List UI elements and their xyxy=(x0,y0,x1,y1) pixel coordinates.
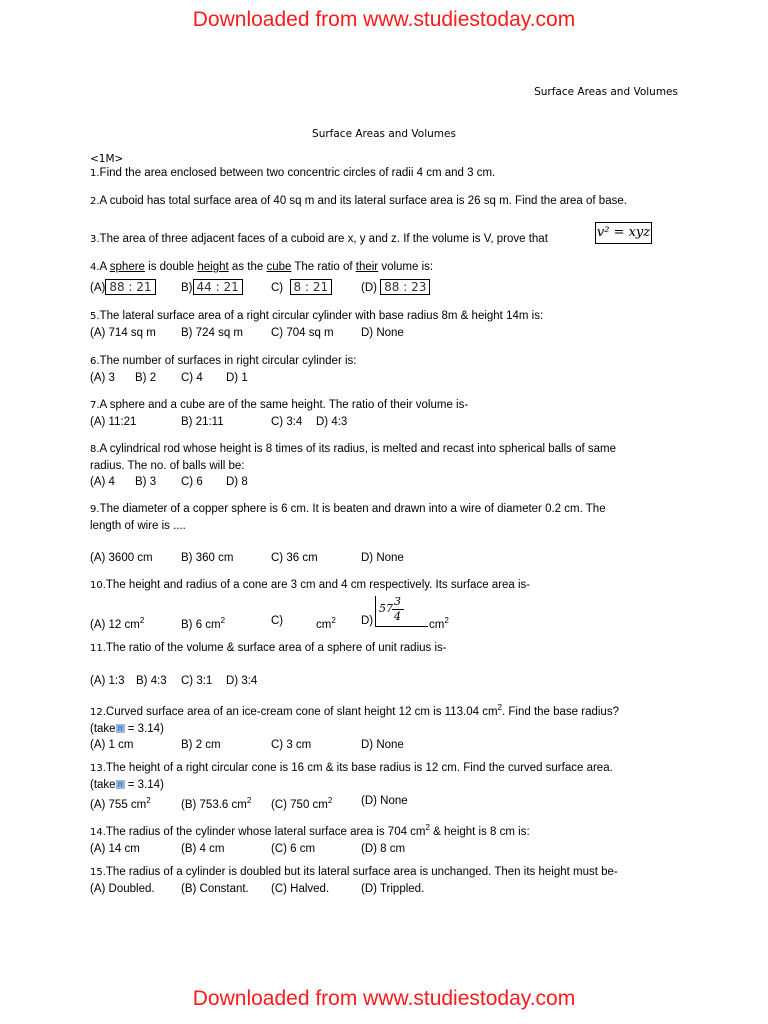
option-a: (A) 3 xyxy=(90,372,115,384)
option-b: B) 724 sq m xyxy=(181,327,243,339)
question-number: 7. xyxy=(90,400,100,411)
question-text: radius. The no. of balls will be: xyxy=(90,460,245,472)
option-a: (A) 88 : 21 xyxy=(90,279,156,296)
option-a: (A) 12 $cm^2$ xyxy=(90,616,145,631)
options-row xyxy=(90,414,680,430)
question-number: 5. xyxy=(90,311,100,322)
option-c: (C) Halved. xyxy=(271,883,330,895)
question-number: 8. xyxy=(90,444,100,455)
question-number: 9. xyxy=(90,504,100,515)
question-text: A sphere and a cube are of the same height. The ratio of their volume is- xyxy=(99,399,469,411)
ratio-box: 8 : 21 xyxy=(290,279,333,295)
question-12 xyxy=(90,700,680,753)
options-row xyxy=(90,370,680,386)
option-b: B) 3 xyxy=(135,476,157,488)
option-a: (A) 1:3 xyxy=(90,675,125,687)
options-row xyxy=(90,793,680,809)
question-text: The ratio of xyxy=(291,261,356,273)
question-9 xyxy=(90,501,680,566)
question-13 xyxy=(90,760,680,809)
question-text: The height of a right circular cone is 16 cm & its base radius is 12 cm. Find the curved surface area. xyxy=(105,762,613,774)
options-row xyxy=(90,673,680,689)
question-text: . Find the base radius? xyxy=(501,705,619,718)
option-b: (B) Constant. xyxy=(181,883,249,895)
pi-value: = 3.14) xyxy=(124,779,164,791)
options-row xyxy=(90,279,680,297)
take-label: (take xyxy=(90,722,116,735)
question-number: 11. xyxy=(90,643,106,654)
mixed-fraction xyxy=(375,596,428,627)
question-6 xyxy=(90,353,680,386)
pi-value: = 3.14) xyxy=(124,722,164,735)
option-c: C) xyxy=(271,615,284,627)
question-text: The height and radius of a cone are 3 cm and 4 cm respectively. Its surface area is- xyxy=(105,579,531,591)
question-text: The radius of the cylinder whose lateral surface area is 704 cm xyxy=(105,825,426,838)
option-d-unit: $cm^2$ xyxy=(429,616,449,631)
options-row xyxy=(90,737,680,753)
options-row xyxy=(90,841,680,857)
question-number: 15. xyxy=(90,867,106,878)
question-number: 14. xyxy=(90,826,106,838)
question-text: The diameter of a copper sphere is 6 cm. It is beaten and drawn into a wire of diameter 0.2 cm. The xyxy=(99,503,606,515)
option-c: C) 8 : 21 xyxy=(271,279,332,296)
option-b: B) 4:3 xyxy=(136,675,167,687)
option-c-unit: $cm^2$ xyxy=(316,616,336,631)
options-row xyxy=(90,474,680,490)
question-text: Curved surface area of an ice-cream cone of slant height 12 cm is 113.04 cm xyxy=(105,705,498,718)
question-number: 10. xyxy=(90,580,106,591)
question-text: length of wire is .... xyxy=(90,520,186,532)
option-a: (A) 3600 cm xyxy=(90,552,153,564)
download-banner-top: Downloaded from www.studiestoday.com xyxy=(192,8,576,31)
pi-icon: π xyxy=(117,724,123,734)
underlined-word: their xyxy=(355,261,379,273)
question-text: The ratio of the volume & surface area of a sphere of unit radius is- xyxy=(105,642,447,654)
question-number: 2. xyxy=(90,196,100,207)
option-a: (A) 1 cm xyxy=(90,738,134,751)
question-text: A xyxy=(99,261,110,273)
question-number: 12. xyxy=(90,706,106,718)
fraction-whole: 57 xyxy=(379,602,393,615)
superscript: 2 xyxy=(425,823,430,832)
question-text: The lateral surface area of a right circular cylinder with base radius 8m & height 14m is: xyxy=(99,310,544,322)
option-d: D) None xyxy=(361,552,404,564)
question-number: 4. xyxy=(90,262,100,273)
option-d: D) 1 xyxy=(226,372,248,384)
option-c: (C) 6 cm xyxy=(271,842,316,855)
option-b: (B) 4 cm xyxy=(181,842,225,855)
question-text: A cuboid has total surface area of 40 sq m and its lateral surface area is 26 sq m. Find the area of base. xyxy=(99,195,627,207)
question-number: 6. xyxy=(90,356,100,367)
option-d: D) xyxy=(361,615,374,627)
option-a: (A) 11:21 xyxy=(90,416,137,428)
option-d: (D) None xyxy=(361,795,408,807)
fraction-numerator: 3 xyxy=(394,595,401,608)
ratio-box: 88 : 23 xyxy=(380,279,430,295)
options-row xyxy=(90,550,680,566)
option-b: B) 2 cm xyxy=(181,738,221,751)
question-2 xyxy=(90,193,680,210)
option-a: (A) 714 sq m xyxy=(90,327,156,339)
question-14 xyxy=(90,820,680,857)
question-text: as the xyxy=(228,261,267,273)
question-number: 3. xyxy=(90,234,100,245)
fraction-denominator: 4 xyxy=(394,610,401,623)
question-text: The radius of a cylinder is doubled but its lateral surface area is unchanged. Then its height must be- xyxy=(105,866,618,878)
ratio-box: 44 : 21 xyxy=(193,279,243,295)
question-text: & height is 8 cm is: xyxy=(429,825,530,838)
option-d: D) None xyxy=(361,327,404,339)
question-text: Find the area enclosed between two concentric circles of radii 4 cm and 3 cm. xyxy=(99,167,496,179)
option-c: C) 704 sq m xyxy=(271,327,334,339)
option-d: (D) 88 : 23 xyxy=(361,279,430,296)
option-c: C) 3:4 xyxy=(271,416,303,428)
question-1 xyxy=(90,165,680,182)
option-b: B) 2 xyxy=(135,372,157,384)
question-text: The area of three adjacent faces of a cuboid are x, y and z. If the volume is V, prove that xyxy=(99,233,548,245)
question-number: 13. xyxy=(90,763,106,774)
ratio-box: 88 : 21 xyxy=(105,279,155,295)
option-d: D) 4:3 xyxy=(316,416,348,428)
option-a: (A) 755 $cm^2$ xyxy=(90,796,151,811)
option-c: (C) 750 $cm^2$ xyxy=(271,796,333,811)
option-b: B) 6 $cm^2$ xyxy=(181,616,226,631)
option-c: C) 4 xyxy=(181,372,203,384)
pi-icon: π xyxy=(117,780,123,790)
document-title: Surface Areas and Volumes xyxy=(312,128,456,140)
marks-label: <1M> xyxy=(90,153,124,165)
page-header: Surface Areas and Volumes xyxy=(534,86,678,98)
option-a: (A) 14 cm xyxy=(90,842,140,855)
option-d: D) 8 xyxy=(226,476,248,488)
option-a: (A) 4 xyxy=(90,476,115,488)
underlined-word: height xyxy=(197,261,229,273)
superscript: 2 xyxy=(497,703,502,712)
question-text: The number of surfaces in right circular cylinder is: xyxy=(99,355,357,367)
option-c: C) 3:1 xyxy=(181,675,213,687)
option-d: (D) 8 cm xyxy=(361,842,406,855)
question-text: A cylindrical rod whose height is 8 times of its radius, is melted and recast into spherical balls of same xyxy=(99,443,617,455)
underlined-word: sphere xyxy=(109,261,145,273)
underlined-word: cube xyxy=(266,261,292,273)
question-text: volume is: xyxy=(378,261,434,273)
option-a: (A) Doubled. xyxy=(90,883,155,895)
question-4 xyxy=(90,259,680,297)
option-b: (B) 753.6 $cm^2$ xyxy=(181,796,252,811)
option-d: D) None xyxy=(361,738,404,751)
question-15 xyxy=(90,864,680,897)
option-d: D) 3:4 xyxy=(226,675,258,687)
download-banner-bottom: Downloaded from www.studiestoday.com xyxy=(192,987,576,1010)
take-label: (take xyxy=(90,779,116,791)
options-row xyxy=(90,881,680,897)
option-b: B) 44 : 21 xyxy=(181,279,243,296)
option-d: (D) Trippled. xyxy=(361,883,425,895)
question-7 xyxy=(90,397,680,430)
options-row xyxy=(90,325,680,341)
question-8 xyxy=(90,441,680,490)
question-text: is double xyxy=(144,261,198,273)
question-number: 1. xyxy=(90,168,100,179)
question-3 xyxy=(90,231,680,248)
question-5 xyxy=(90,308,680,341)
option-c: C) 6 xyxy=(181,476,203,488)
option-b: B) 21:11 xyxy=(181,416,224,428)
option-b: B) 360 cm xyxy=(181,552,234,564)
formula-box: v² = xyz xyxy=(595,222,652,244)
question-11 xyxy=(90,640,680,689)
option-c: C) 36 cm xyxy=(271,552,318,564)
option-c: C) 3 cm xyxy=(271,738,312,751)
